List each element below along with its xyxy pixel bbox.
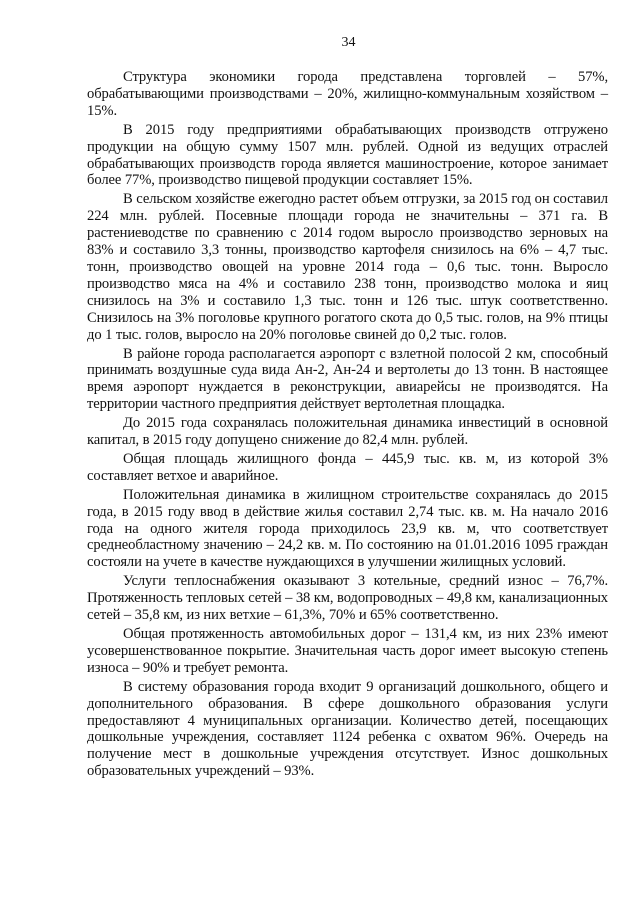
paragraph-heat-supply: Услуги теплоснабжения оказывают 3 котельные, средний износ – 76,7%. Протяженность тепловых сетей – 38 км, водопроводных – 49,8 км, канализационных сетей – 35,8 км, из них ветхие – 61,3%, 70% и 65% соответственно. <box>87 573 608 624</box>
page-number: 34 <box>341 35 356 50</box>
paragraph-airport: В районе города располагается аэропорт с взлетной полосой 2 км, способный принимать воздушные суда вида Ан-2, Ан-24 и вертолеты до 13 тонн. В настоящее время аэропорт нуждается в реконструкции, авиарейсы не производятся. На территории частного предприятия действует вертолетная площадка. <box>87 345 608 413</box>
paragraph-housing-stock: Общая площадь жилищного фонда – 445,9 тыс. кв. м, из которой 3% составляет ветхое и аварийное. <box>87 450 608 484</box>
paragraph-manufacturing: В 2015 году предприятиями обрабатывающих производств отгружено продукции на общую сумму 1507 млн. рублей. Одной из ведущих отраслей обрабатывающих производств города является машиностроение, которое занимает более 77%, производство пищевой продукции составляет 15%. <box>87 121 608 189</box>
paragraph-education: В систему образования города входит 9 организаций дошкольного, общего и дополнительного образования. В сфере дошкольного образования услуги предоставляют 4 муниципальных организации. Количество детей, посещающих дошкольные учреждения, составляет 1124 ребенка с охватом 96%. Очередь на получение мест в дошкольные учреждения отсутствует. Износ дошкольных образовательных учреждений – 93%. <box>87 678 608 780</box>
paragraph-roads: Общая протяженность автомобильных дорог – 131,4 км, из них 23% имеют усовершенствованное покрытие. Значительная часть дорог имеет высокую степень износа – 90% и требует ремонта. <box>87 626 608 676</box>
paragraph-agriculture: В сельском хозяйстве ежегодно растет объем отгрузки, за 2015 год он составил 224 млн. рублей. Посевные площади города не значительны – 371 га. В растениеводстве по сравнению с 2014 годом выросло производство зерновых на 83% и составило 3,3 тонны, производство картофеля снизилось на 6% – 4,7 тыс. тонн, производство овощей на уровне 2014 года – 0,6 тыс. тонн. Выросло производство мяса на 4% и составило 238 тонн, производство молока и яиц снизилось на 3% и составило 1,3 тыс. тонн и 126 тыс. штук соответственно. Снизилось на 3% поголовье крупного рогатого скота до 0,5 тыс. голов, на 9% птицы до 1 тыс. голов, выросло на 20% поголовье свиней до 0,2 тыс. голов. <box>87 191 608 343</box>
paragraph-investment: До 2015 года сохранялась положительная динамика инвестиций в основной капитал, в 2015 году допущено снижение до 82,4 млн. рублей. <box>87 415 608 449</box>
paragraph-economy-structure: Структура экономики города представлена торговлей – 57%, обрабатывающими производствами – 20%, жилищно-коммунальным хозяйством – 15%. <box>87 69 608 119</box>
paragraph-housing-construction: Положительная динамика в жилищном строительстве сохранялась до 2015 года, в 2015 году ввод в действие жилья составил 2,74 тыс. кв. м. На начало 2016 года на одного жителя города приходилось 23,9 кв. м, что соответствует среднеобластному значению – 24,2 кв. м. По состоянию на 01.01.2016 1095 граждан состояли на учете в качестве нуждающихся в улучшении жилищных условий. <box>87 486 608 571</box>
